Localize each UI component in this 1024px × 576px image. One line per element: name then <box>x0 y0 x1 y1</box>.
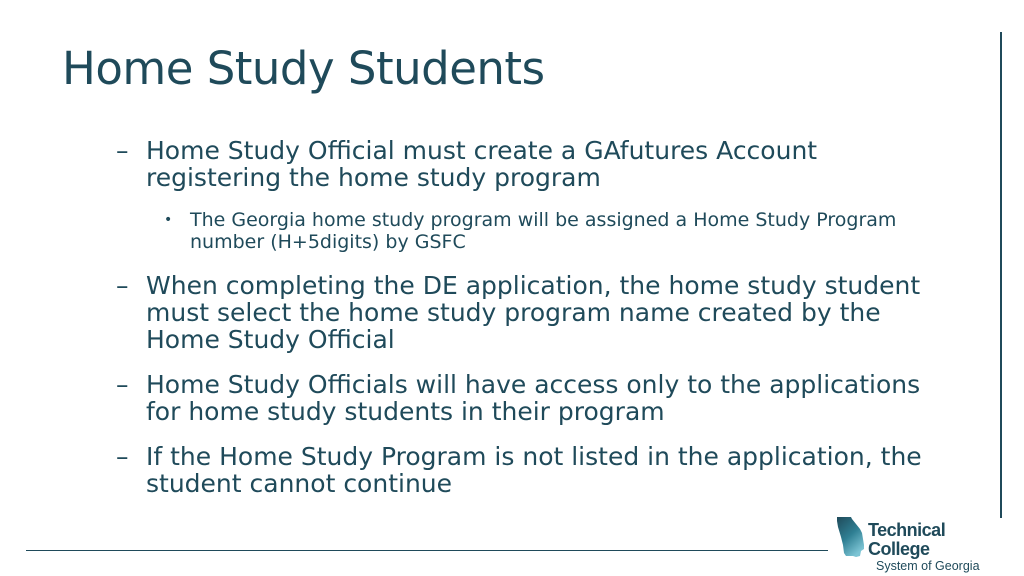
footer-divider <box>26 550 828 551</box>
bullet-text: When completing the DE application, the home study student must select the home study program name created by the Home Study Official <box>146 271 921 354</box>
logo-wordmark <box>868 521 1009 573</box>
tcsg-logo <box>834 515 1009 573</box>
bullet-text: Home Study Official must create a GAfutures Account registering the home study program <box>146 136 818 192</box>
logo-line2: System of Georgia <box>876 559 980 573</box>
slide-title: Home Study Students <box>62 42 545 95</box>
sub-bullet-item <box>164 209 964 253</box>
vertical-divider <box>1000 32 1002 518</box>
bullet-item <box>116 137 946 191</box>
dash-marker: – <box>116 370 129 399</box>
dash-marker: – <box>116 442 129 471</box>
dot-marker: • <box>164 212 173 228</box>
georgia-state-map-icon <box>834 515 868 563</box>
bullet-item <box>116 272 946 353</box>
bullet-item <box>116 443 946 497</box>
dash-marker: – <box>116 136 129 165</box>
bullet-item <box>116 371 946 425</box>
bullet-text: If the Home Study Program is not listed in the application, the student cannot continue <box>146 442 922 498</box>
bullet-text: Home Study Officials will have access only to the applications for home study students in their program <box>146 370 921 426</box>
sub-bullet-text: The Georgia home study program will be assigned a Home Study Program number (H+5digits) by GSFC <box>190 209 897 253</box>
dash-marker: – <box>116 271 129 300</box>
logo-line1: Technical College <box>868 520 946 559</box>
